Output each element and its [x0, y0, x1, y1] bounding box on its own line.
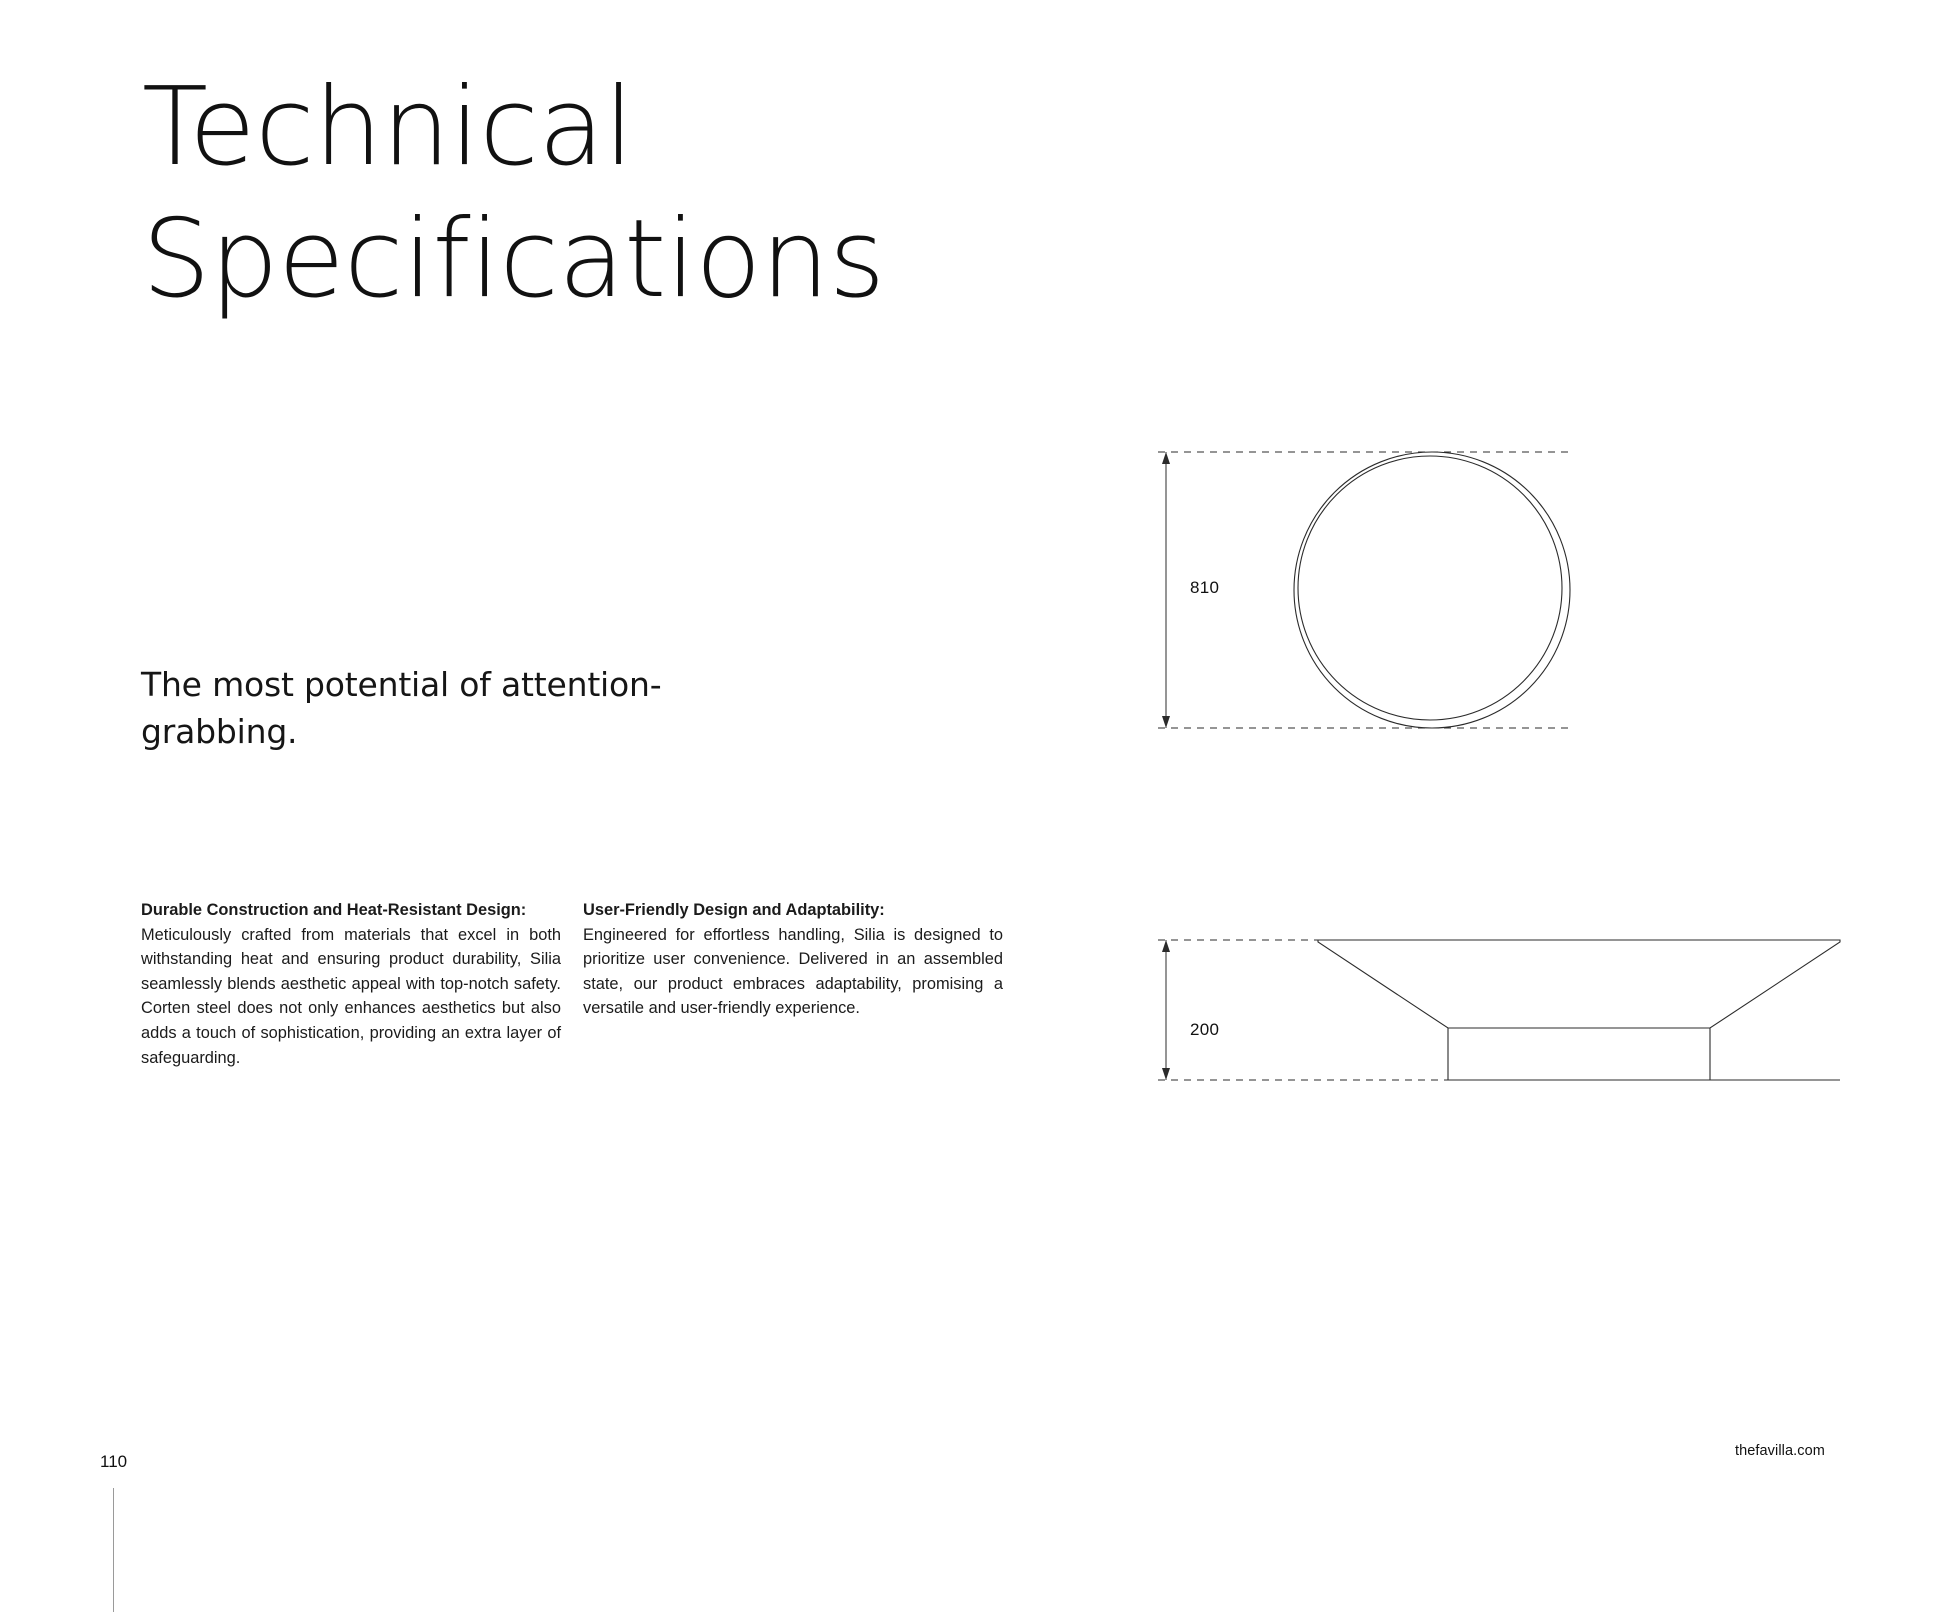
page-title	[142, 62, 1042, 326]
bowl-pedestal	[1448, 1028, 1710, 1080]
arrow-head-down-icon	[1162, 716, 1170, 728]
website-url: thefavilla.com	[1734, 1443, 1825, 1459]
dimension-label-200: 200	[1190, 1020, 1220, 1039]
body-column-2-heading: User-Friendly Design and Adaptability:	[583, 901, 885, 919]
footer-divider	[113, 1488, 114, 1612]
page-title-line-2: Specifications	[142, 196, 885, 322]
lead-paragraph: The most potential of attention-grabbing.	[141, 665, 662, 751]
bowl-outer-circle	[1294, 452, 1570, 728]
arrow-head-down-icon-2	[1162, 1068, 1170, 1080]
body-column-1	[141, 898, 561, 1070]
arrow-head-up-icon-2	[1162, 940, 1170, 952]
body-column-1-heading: Durable Construction and Heat-Resistant Design:	[141, 901, 527, 919]
top-view-drawing	[1150, 440, 1620, 740]
body-column-1-text: Meticulously crafted from materials that excel in both withstanding heat and ensuring product durability, Silia seamlessly blends aesthetic appeal with top-notch safety. Corten steel does not only enhances aesthetics but also adds a touch of sophistication, providing an extra layer of safeguarding.	[141, 925, 561, 1067]
dimension-label-810: 810	[1190, 578, 1220, 597]
body-column-2	[583, 898, 1003, 1021]
side-view-drawing	[1150, 930, 1880, 1090]
bowl-inner-circle	[1298, 456, 1562, 720]
page-title-line-1: Technical	[142, 65, 634, 190]
page-number: 110	[100, 1452, 128, 1471]
body-column-2-text: Engineered for effortless handling, Silia is designed to prioritize user convenience. Delivered in an assembled state, our product embraces adaptability, promising a versatile and user-friendly experience.	[583, 925, 1003, 1018]
bowl-profile-outline	[1318, 940, 1840, 1028]
arrow-head-up-icon	[1162, 452, 1170, 464]
